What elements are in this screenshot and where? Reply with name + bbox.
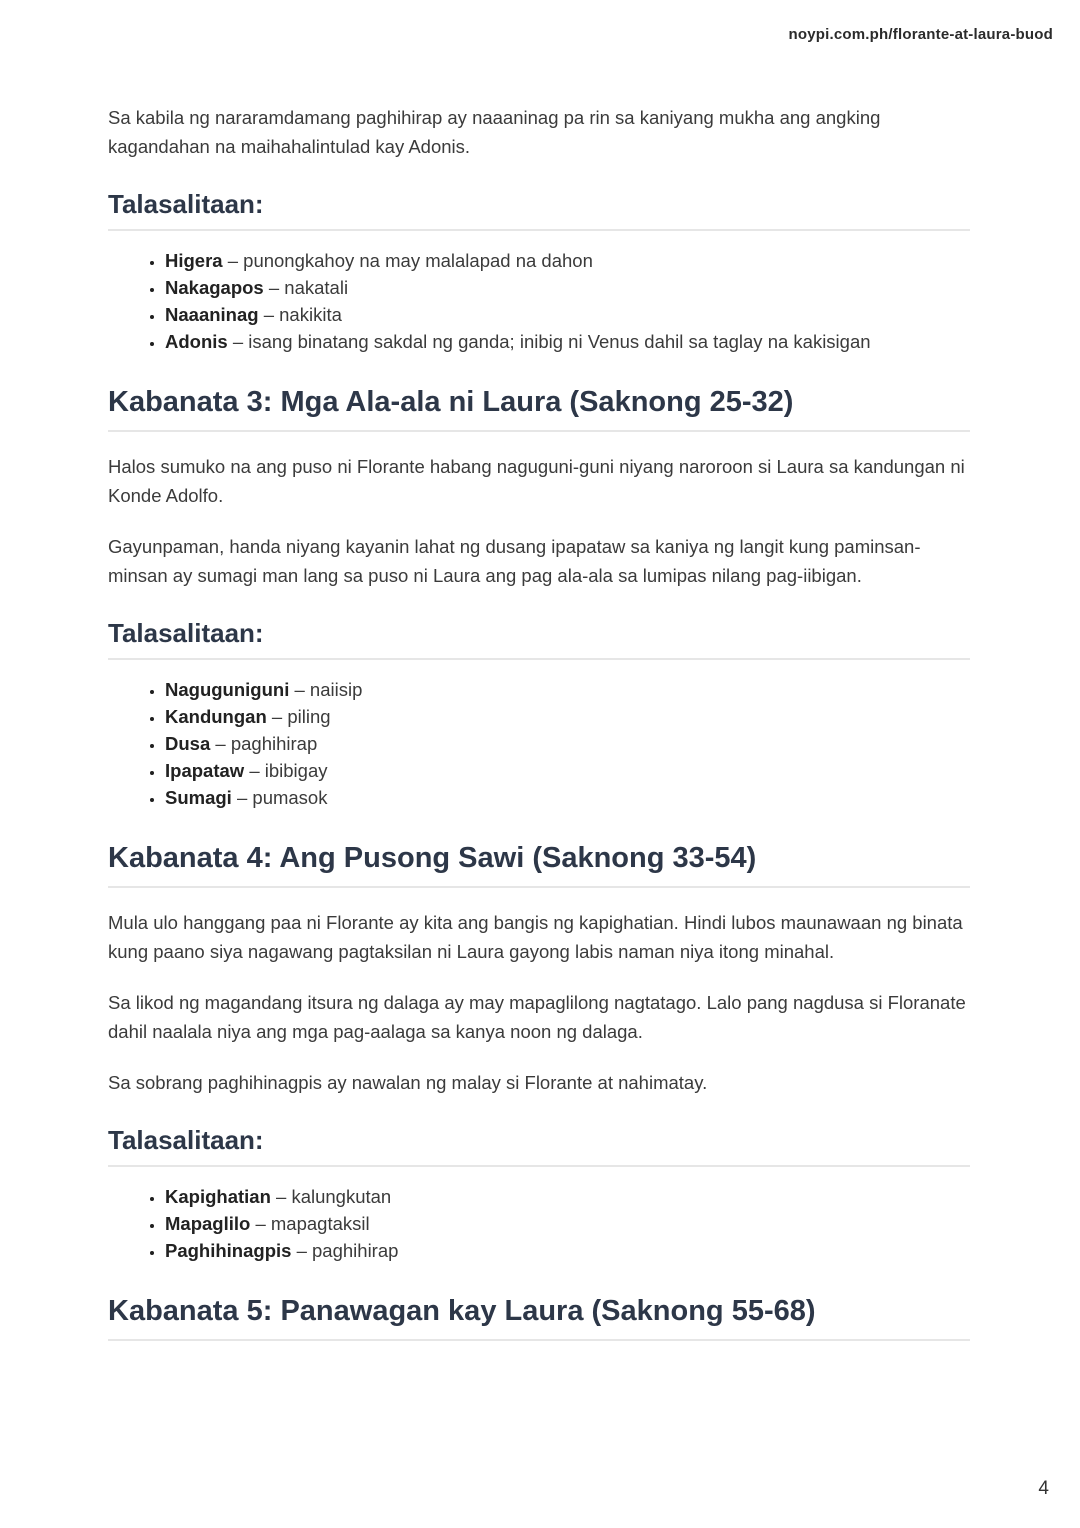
vocab-definition: kalungkutan xyxy=(291,1186,392,1207)
vocab-definition: paghihirap xyxy=(312,1240,399,1261)
chapter3-paragraph-1: Halos sumuko na ang puso ni Florante habang naguguni-guni niyang naroroon si Laura sa kandungan ni Konde Adolfo. xyxy=(108,456,965,506)
list-item xyxy=(165,247,970,274)
vocab1-list xyxy=(108,247,970,355)
list-item xyxy=(165,703,970,730)
vocab2-heading: Talasalitaan: xyxy=(108,618,970,660)
vocab-term: Ipapataw xyxy=(165,760,245,781)
page-header xyxy=(789,26,1054,43)
vocab-definition: mapagtaksil xyxy=(270,1213,370,1234)
list-item xyxy=(165,1237,970,1264)
vocab1-heading: Talasalitaan: xyxy=(108,189,970,231)
chapter4-paragraph-2: Sa likod ng magandang itsura ng dalaga ay may mapaglilong nagtatago. Lalo pang nagdusa si Floranate dahil naalala niya ang mga pag-aalaga sa kanya noon ng dalaga. xyxy=(108,992,966,1042)
vocab-definition: piling xyxy=(287,706,331,727)
vocab-separator: – xyxy=(263,304,274,325)
vocab-definition: naiisip xyxy=(309,679,363,700)
header-url: noypi.com.ph/florante-at-laura-buod xyxy=(788,26,1053,43)
vocab-definition: paghihirap xyxy=(230,733,318,754)
vocab-term: Higera xyxy=(165,250,223,271)
vocab-separator: – xyxy=(294,679,305,700)
list-item xyxy=(165,328,970,355)
vocab-separator: – xyxy=(268,277,280,298)
article-content xyxy=(108,103,970,1341)
vocab-separator: – xyxy=(236,787,248,808)
vocab-definition: nakatali xyxy=(284,277,349,298)
list-item xyxy=(165,274,970,301)
vocab-term: Naguguniguni xyxy=(165,679,290,700)
chapter4-paragraph-1: Mula ulo hanggang paa ni Florante ay kita ang bangis ng kapighatian. Hindi lubos maunawaan ng binata kung paano siya nagawang pagtaksilan ni Laura gayong labis naman niya itong minahal. xyxy=(108,912,963,962)
vocab-separator: – xyxy=(271,706,283,727)
chapter3-paragraph-2: Gayunpaman, handa niyang kayanin lahat ng dusang ipapataw sa kaniya ng langit kung paminsan-minsan ay sumagi man lang sa puso ni Laura ang pag ala-ala sa lumipas nilang pag-iibigan. xyxy=(108,536,921,586)
list-item xyxy=(165,1210,970,1237)
vocab3-list xyxy=(108,1183,970,1264)
chapter3-heading: Kabanata 3: Mga Ala-ala ni Laura (Saknong 25-32) xyxy=(108,384,970,432)
vocab3-heading: Talasalitaan: xyxy=(108,1125,970,1167)
vocab-term: Paghihinagpis xyxy=(165,1240,292,1261)
vocab-separator: – xyxy=(255,1213,266,1234)
vocab-definition: nakikita xyxy=(279,304,342,325)
vocab-term: Nakagapos xyxy=(165,277,264,298)
list-item xyxy=(165,757,970,784)
vocab-separator: – xyxy=(215,733,226,754)
vocab-term: Sumagi xyxy=(165,787,232,808)
vocab-term: Naaaninag xyxy=(165,304,259,325)
vocab-term: Adonis xyxy=(165,331,228,352)
chapter4-paragraph-3: Sa sobrang paghihinagpis ay nawalan ng malay si Florante at nahimatay. xyxy=(108,1072,708,1093)
vocab-term: Dusa xyxy=(165,733,211,754)
vocab-term: Mapaglilo xyxy=(165,1213,251,1234)
list-item xyxy=(165,784,970,811)
vocab-separator: – xyxy=(296,1240,307,1261)
chapter5-heading: Kabanata 5: Panawagan kay Laura (Saknong 55-68) xyxy=(108,1293,970,1341)
list-item xyxy=(165,730,970,757)
vocab-definition: pumasok xyxy=(252,787,328,808)
vocab-definition: ibibigay xyxy=(264,760,328,781)
vocab-definition: isang binatang sakdal ng ganda; inibig ni Venus dahil sa taglay na kakisigan xyxy=(248,331,871,352)
page-number: 4 xyxy=(1038,1478,1049,1499)
list-item xyxy=(165,676,970,703)
intro-paragraph: Sa kabila ng nararamdamang paghihirap ay naaaninag pa rin sa kaniyang mukha ang angking kagandahan na maihahalintulad kay Adonis. xyxy=(108,107,881,157)
vocab-definition: punongkahoy na may malalapad na dahon xyxy=(243,250,593,271)
vocab-separator: – xyxy=(249,760,260,781)
list-item xyxy=(165,1183,970,1210)
list-item xyxy=(165,301,970,328)
chapter4-heading: Kabanata 4: Ang Pusong Sawi (Saknong 33-54) xyxy=(108,840,970,888)
vocab-separator: – xyxy=(227,250,239,271)
vocab-separator: – xyxy=(232,331,244,352)
vocab-term: Kandungan xyxy=(165,706,267,727)
vocab2-list xyxy=(108,676,970,811)
page-footer xyxy=(1038,1478,1049,1500)
vocab-term: Kapighatian xyxy=(165,1186,271,1207)
vocab-separator: – xyxy=(276,1186,287,1207)
